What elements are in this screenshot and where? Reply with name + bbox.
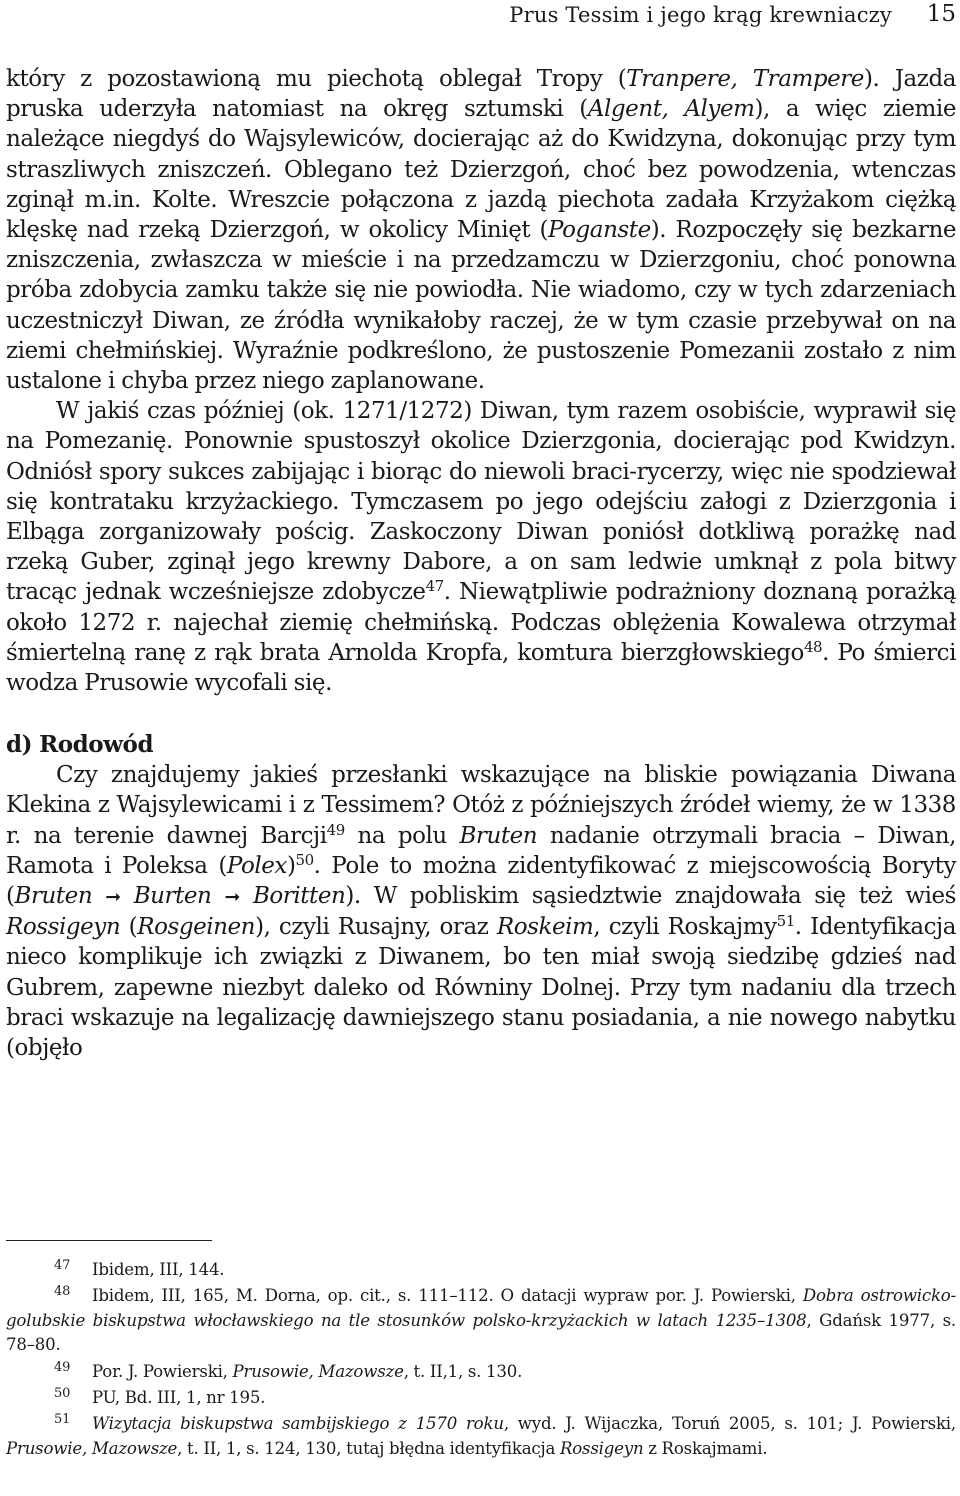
- text-run: Por. J. Powierski,: [92, 1361, 233, 1381]
- footnotes: [6, 1258, 956, 1463]
- text-run: , czyli Roskajmy: [593, 914, 777, 941]
- footnote-ref-48[interactable]: 48: [803, 637, 823, 656]
- footnote-separator: [6, 1240, 212, 1241]
- italic-run: Roskeim: [496, 914, 594, 941]
- footnote-49: 49 Por. J. Powierski, Prusowie, Mazowsze, t. II,1, s. 130.: [54, 1359, 523, 1381]
- footnote-ref-49[interactable]: 49: [326, 820, 345, 839]
- italic-run: Algent, Alyem: [587, 96, 755, 123]
- text-run: który z pozostawioną mu piechotą oblegał Tropy (: [6, 66, 627, 92]
- italic-run: Dobra ostrowicko-golubskie biskupstwa włocławskiego na tle stosunków polsko-krzyżackich w latach 1235–1308: [6, 1286, 956, 1330]
- page-number: 15: [926, 1, 956, 27]
- italic-run: Prusowie, Mazowsze: [6, 1438, 178, 1458]
- paragraph: [6, 396, 956, 698]
- italic-run: Polex: [226, 852, 287, 879]
- text-run: , Gdańsk 1977, s. 78–80.: [6, 1310, 956, 1355]
- running-head: Prus Tessim i jego krąg krewniaczy: [509, 3, 892, 27]
- italic-run: Tranpere, Trampere: [626, 66, 864, 92]
- footnote-47: 47 Ibidem, III, 144.: [54, 1258, 225, 1279]
- text-run: , t. II, 1, s. 124, 130, tutaj błędna identyfikacja: [177, 1438, 560, 1458]
- text-run: Czy znajdujemy jakieś przesłanki wskazujące na bliskie powiązania Diwana Klekina z Wajsylewicami i z Tessimem? Otóż z późniejszych źródeł wiemy, że w 1338 r. na terenie dawnej Barcji: [6, 762, 956, 849]
- italic-run: Bruten: [459, 822, 538, 849]
- italic-run: Burten: [133, 883, 212, 910]
- footnote-48: 48 Ibidem, III, 165, M. Dorna, op. cit., s. 111–112. O datacji wypraw por. J. Powierski, Dobra ostrowicko-golubskie biskupstwa włocławskiego na tle stosunków polsko-krzyżackich w latach 1235–1308, Gdańsk 1977, s. 78–80.: [6, 1284, 956, 1355]
- arrow-icon: ➞: [105, 886, 121, 909]
- italic-run: Rossigeyn: [6, 914, 121, 941]
- footnote-50: 50 PU, Bd. III, 1, nr 195.: [54, 1386, 266, 1408]
- italic-run: Rosgeinen: [137, 914, 256, 941]
- text-run: PU, Bd. III, 1, nr 195.: [92, 1388, 266, 1408]
- italic-run: Prusowie, Mazowsze: [232, 1361, 404, 1381]
- italic-run: Boritten: [252, 883, 346, 910]
- italic-run: Bruten: [14, 883, 93, 910]
- text-run: Ibidem, III, 165, M. Dorna, op. cit., s. 111–112. O datacji wypraw por. J. Powierski,: [92, 1286, 803, 1306]
- paragraph: [6, 760, 956, 1063]
- paragraph: [6, 64, 956, 396]
- arrow-icon: ➞: [224, 886, 240, 909]
- text-run: na polu: [344, 822, 460, 849]
- section-heading: d) Rodowód: [6, 731, 154, 759]
- footnote-ref-51[interactable]: 51: [776, 912, 795, 931]
- italic-run: Poganste: [548, 217, 651, 244]
- footnote-ref-47[interactable]: 47: [425, 577, 444, 596]
- text-run: . Identyfikacja nieco komplikuje ich związki z Diwanem, bo ten miał swoją siedzibę gdzieś nad Gubrem, zapewne niezbyt daleko od Równiny Dolnej. Przy tym nadaniu dla trzech braci wskazuje na legalizację dawniejszego stanu posiadania, a nie nowego nabytku (objęło: [6, 914, 956, 1062]
- text-run: Ibidem, III, 144.: [92, 1260, 225, 1279]
- italic-run: Rossigeyn: [559, 1438, 644, 1458]
- footnote-51: 51 Wizytacja biskupstwa sambijskiego z 1570 roku, wyd. J. Wijaczka, Toruń 2005, s. 101; J. Powierski, Prusowie, Mazowsze, t. II, 1, s. 124, 130, tutaj błędna identyfikacja Rossigeyn z Roskajmami.: [6, 1412, 956, 1458]
- text-run: , wyd. J. Wijaczka, Toruń 2005, s. 101; J. Powierski,: [503, 1414, 956, 1434]
- text-run: ). Rozpoczęły się bezkarne zniszczenia, zwłaszcza w mieście i na przedzamczu w Dzierzgoniu, choć ponowna próba zdobycia zamku także się nie powiodła. Nie wiadomo, czy w tych zdarzeniach uczestniczył Diwan, ze źródła wynikałoby raczej, że w tym czasie przebywał on na ziemi chełmińskiej. Wyraźnie podkreślono, że pustoszenie Pomezanii zostało z nim ustalone i chyba przez niego zaplanowane.: [6, 217, 956, 395]
- text-run: ): [286, 852, 296, 879]
- footnote-ref-50[interactable]: 50: [295, 850, 314, 869]
- text-run: (: [120, 914, 138, 941]
- text-run: nadanie otrzymali bracia – Diwan, Ramota i Poleksa (: [6, 822, 956, 879]
- text-run: . Po śmierci wodza Prusowie wycofali się.: [6, 639, 956, 697]
- text-run: ), czyli Rusajny, oraz: [255, 914, 497, 941]
- text-run: ). Jazda pruska uderzyła natomiast na okręg sztumski (: [6, 66, 957, 123]
- text-run: . Niewątpliwie podrażniony doznaną porażką około 1272 r. najechał ziemię chełmińską. Podczas oblężenia Kowalewa otrzymał śmiertelną ranę z rąk brata Arnolda Kropfa, komtura bierzgłowskiego: [6, 579, 956, 666]
- text-run: , t. II,1, s. 130.: [403, 1361, 523, 1381]
- body-text: [6, 64, 956, 1063]
- page-header: [6, 0, 956, 40]
- italic-run: Wizytacja biskupstwa sambijskiego z 1570 roku: [92, 1414, 504, 1434]
- text-run: . Pole to można zidentyfikować z miejscowością Boryty (: [6, 852, 956, 910]
- text-run: ). W pobliskim sąsiedztwie znajdowała się też wieś: [345, 883, 956, 910]
- text-run: W jakiś czas później (ok. 1271/1272) Diwan, tym razem osobiście, wyprawił się na Pomezanię. Ponownie spustoszył okolice Dzierzgonia, docierając pod Kwidzyn. Odniósł spory sukces zabijając i biorąc do niewoli braci-rycerzy, więc nie spodziewał się kontrataku krzyżackiego. Tymczasem po jego odejściu załogi z Dzierzgonia i Elbąga zorganizowały pościg. Zaskoczony Diwan poniósł dotkliwą porażkę nad rzeką Guber, zginął jego krewny Dabore, a on sam ledwie umknął z pola bitwy tracąc jednak wcześniejsze zdobycze: [6, 398, 956, 606]
- text-run: ), a więc ziemie należące niegdyś do Wajsylewiców, docierając aż do Kwidzyna, dokonując przy tym straszliwych zniszczeń. Oblegano też Dzierzgoń, choć bez powodzenia, wtenczas zginął m.in. Kolte. Wreszcie połączona z jazdą piechota zadała Krzyżakom ciężką klęskę nad rzeką Dzierzgoń, w okolicy Minięt (: [6, 96, 956, 244]
- text-run: z Roskajmami.: [643, 1438, 768, 1458]
